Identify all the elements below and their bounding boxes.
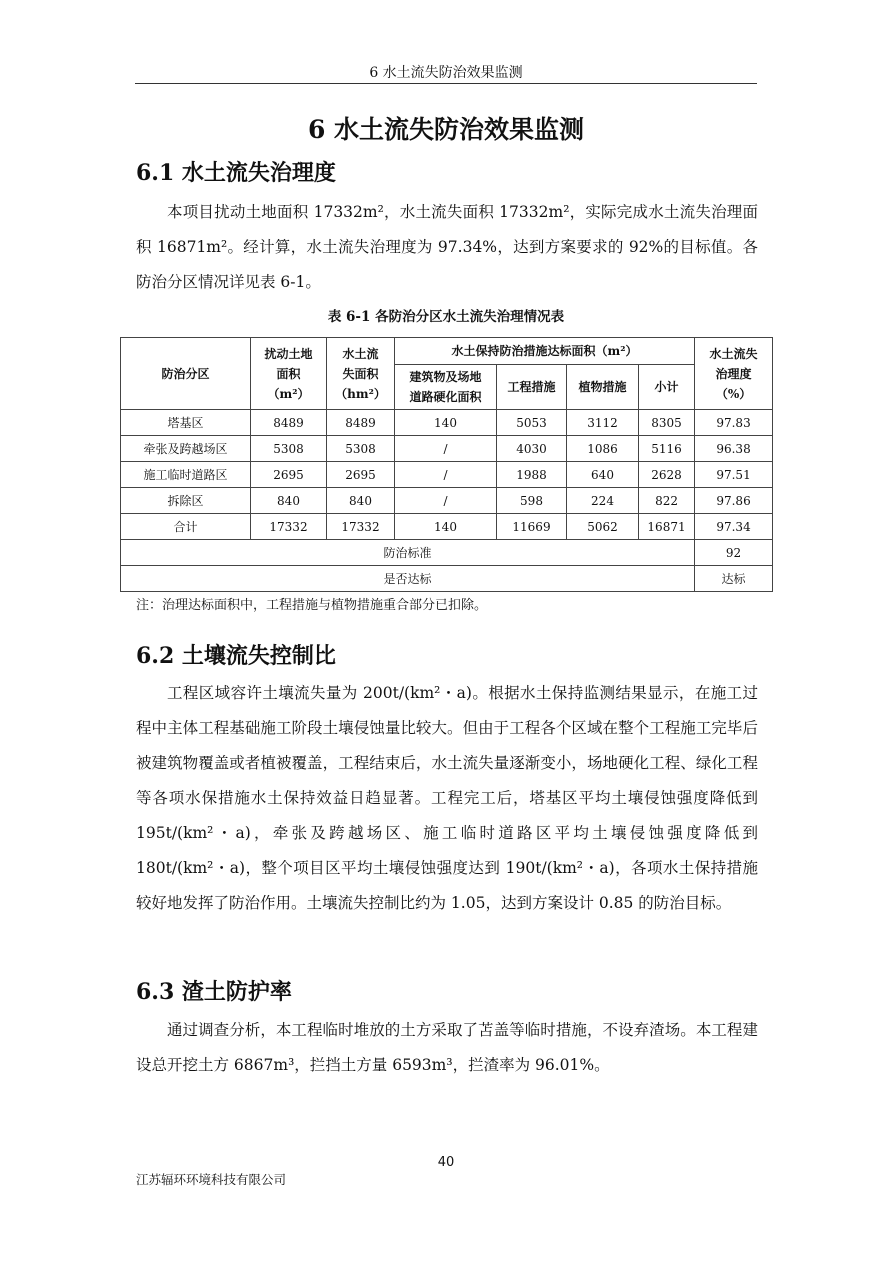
running-header: 6 水土流失防治效果监测: [369, 65, 523, 81]
section-6-2-paragraph: [136, 676, 758, 921]
table-header-row: [121, 338, 773, 365]
governance-table: [120, 337, 773, 592]
header-erosion-area: 水土流 失面积 （hm²）: [327, 338, 395, 410]
paragraph-text: 通过调查分析，本工程临时堆放的土方采取了苫盖等临时措施，不设弃渣场。本工程建设总开挖土方 6867m³，拦挡土方量 6593m³，拦渣率为 96.01%。: [136, 1021, 758, 1074]
table-total-row: 合计 17332 17332 140 11669 5062 16871 97.34: [121, 514, 773, 540]
section-6-3-paragraph: [136, 1013, 758, 1083]
section-6-3-title: 6.3 渣土防护率: [136, 979, 292, 1005]
table-note: 注：治理达标面积中，工程措施与植物措施重合部分已扣除。: [136, 598, 488, 613]
header-measures-group: 水土保持防治措施达标面积（m²）: [395, 338, 695, 365]
header-vegetation: 植物措施: [567, 365, 639, 410]
table-standard-row: 防治标准 92: [121, 540, 773, 566]
footer-company: 江苏辐环环境科技有限公司: [136, 1172, 287, 1187]
table-caption: 表 6-1 各防治分区水土流失治理情况表: [327, 309, 565, 325]
header-building: 建筑物及场地 道路硬化面积: [395, 365, 497, 410]
section-6-1-title: 6.1 水土流失治理度: [136, 160, 336, 186]
table-row: 施工临时道路区 2695 2695 / 1988 640 2628 97.51: [121, 462, 773, 488]
paragraph-text: 本项目扰动土地面积 17332m²，水土流失面积 17332m²，实际完成水土流失治理面积 16871m²。经计算，水土流失治理度为 97.34%，达到方案要求的 92%的目标值。各防治分区情况详见表 6-1。: [136, 203, 758, 291]
section-6-2-title: 6.2 土壤流失控制比: [136, 643, 336, 669]
header-zone: 防治分区: [121, 338, 251, 410]
header-engineering: 工程措施: [497, 365, 567, 410]
table-compliance-row: 是否达标 达标: [121, 566, 773, 592]
header-rule: [135, 83, 757, 84]
header-subtotal: 小计: [639, 365, 695, 410]
page-number: 40: [437, 1155, 455, 1170]
header-disturbed-area: 扰动土地 面积 （m²）: [251, 338, 327, 410]
paragraph-text: 工程区域容许土壤流失量为 200t/(km²・a)。根据水土保持监测结果显示，在施工过程中主体工程基础施工阶段土壤侵蚀量比较大。但由于工程各个区域在整个工程施工完毕后被建筑物覆盖或者植被覆盖，工程结束后，水土流失量逐渐变小，场地硬化工程、绿化工程等各项水保措施水土保持效益日趋显著。工程完工后，塔基区平均土壤侵蚀强度降低到 195t/(km²・a)，牵张及跨越场区、施工临时道路区平均土壤侵蚀强度降低到 180t/(km²・a)，整个项目区平均土壤侵蚀强度达到 190t/(km²・a)，各项水土保持措施较好地发挥了防治作用。土壤流失控制比约为 1.05，达到方案设计 0.85 的防治目标。: [136, 684, 758, 912]
section-6-1-paragraph: [136, 195, 758, 300]
chapter-title: 6 水土流失防治效果监测: [307, 115, 585, 144]
table-row: 牵张及跨越场区 5308 5308 / 4030 1086 5116 96.38: [121, 436, 773, 462]
table-row: 拆除区 840 840 / 598 224 822 97.86: [121, 488, 773, 514]
header-degree: 水土流失 治理度 （%）: [695, 338, 773, 410]
table-row: 塔基区 8489 8489 140 5053 3112 8305 97.83: [121, 410, 773, 436]
